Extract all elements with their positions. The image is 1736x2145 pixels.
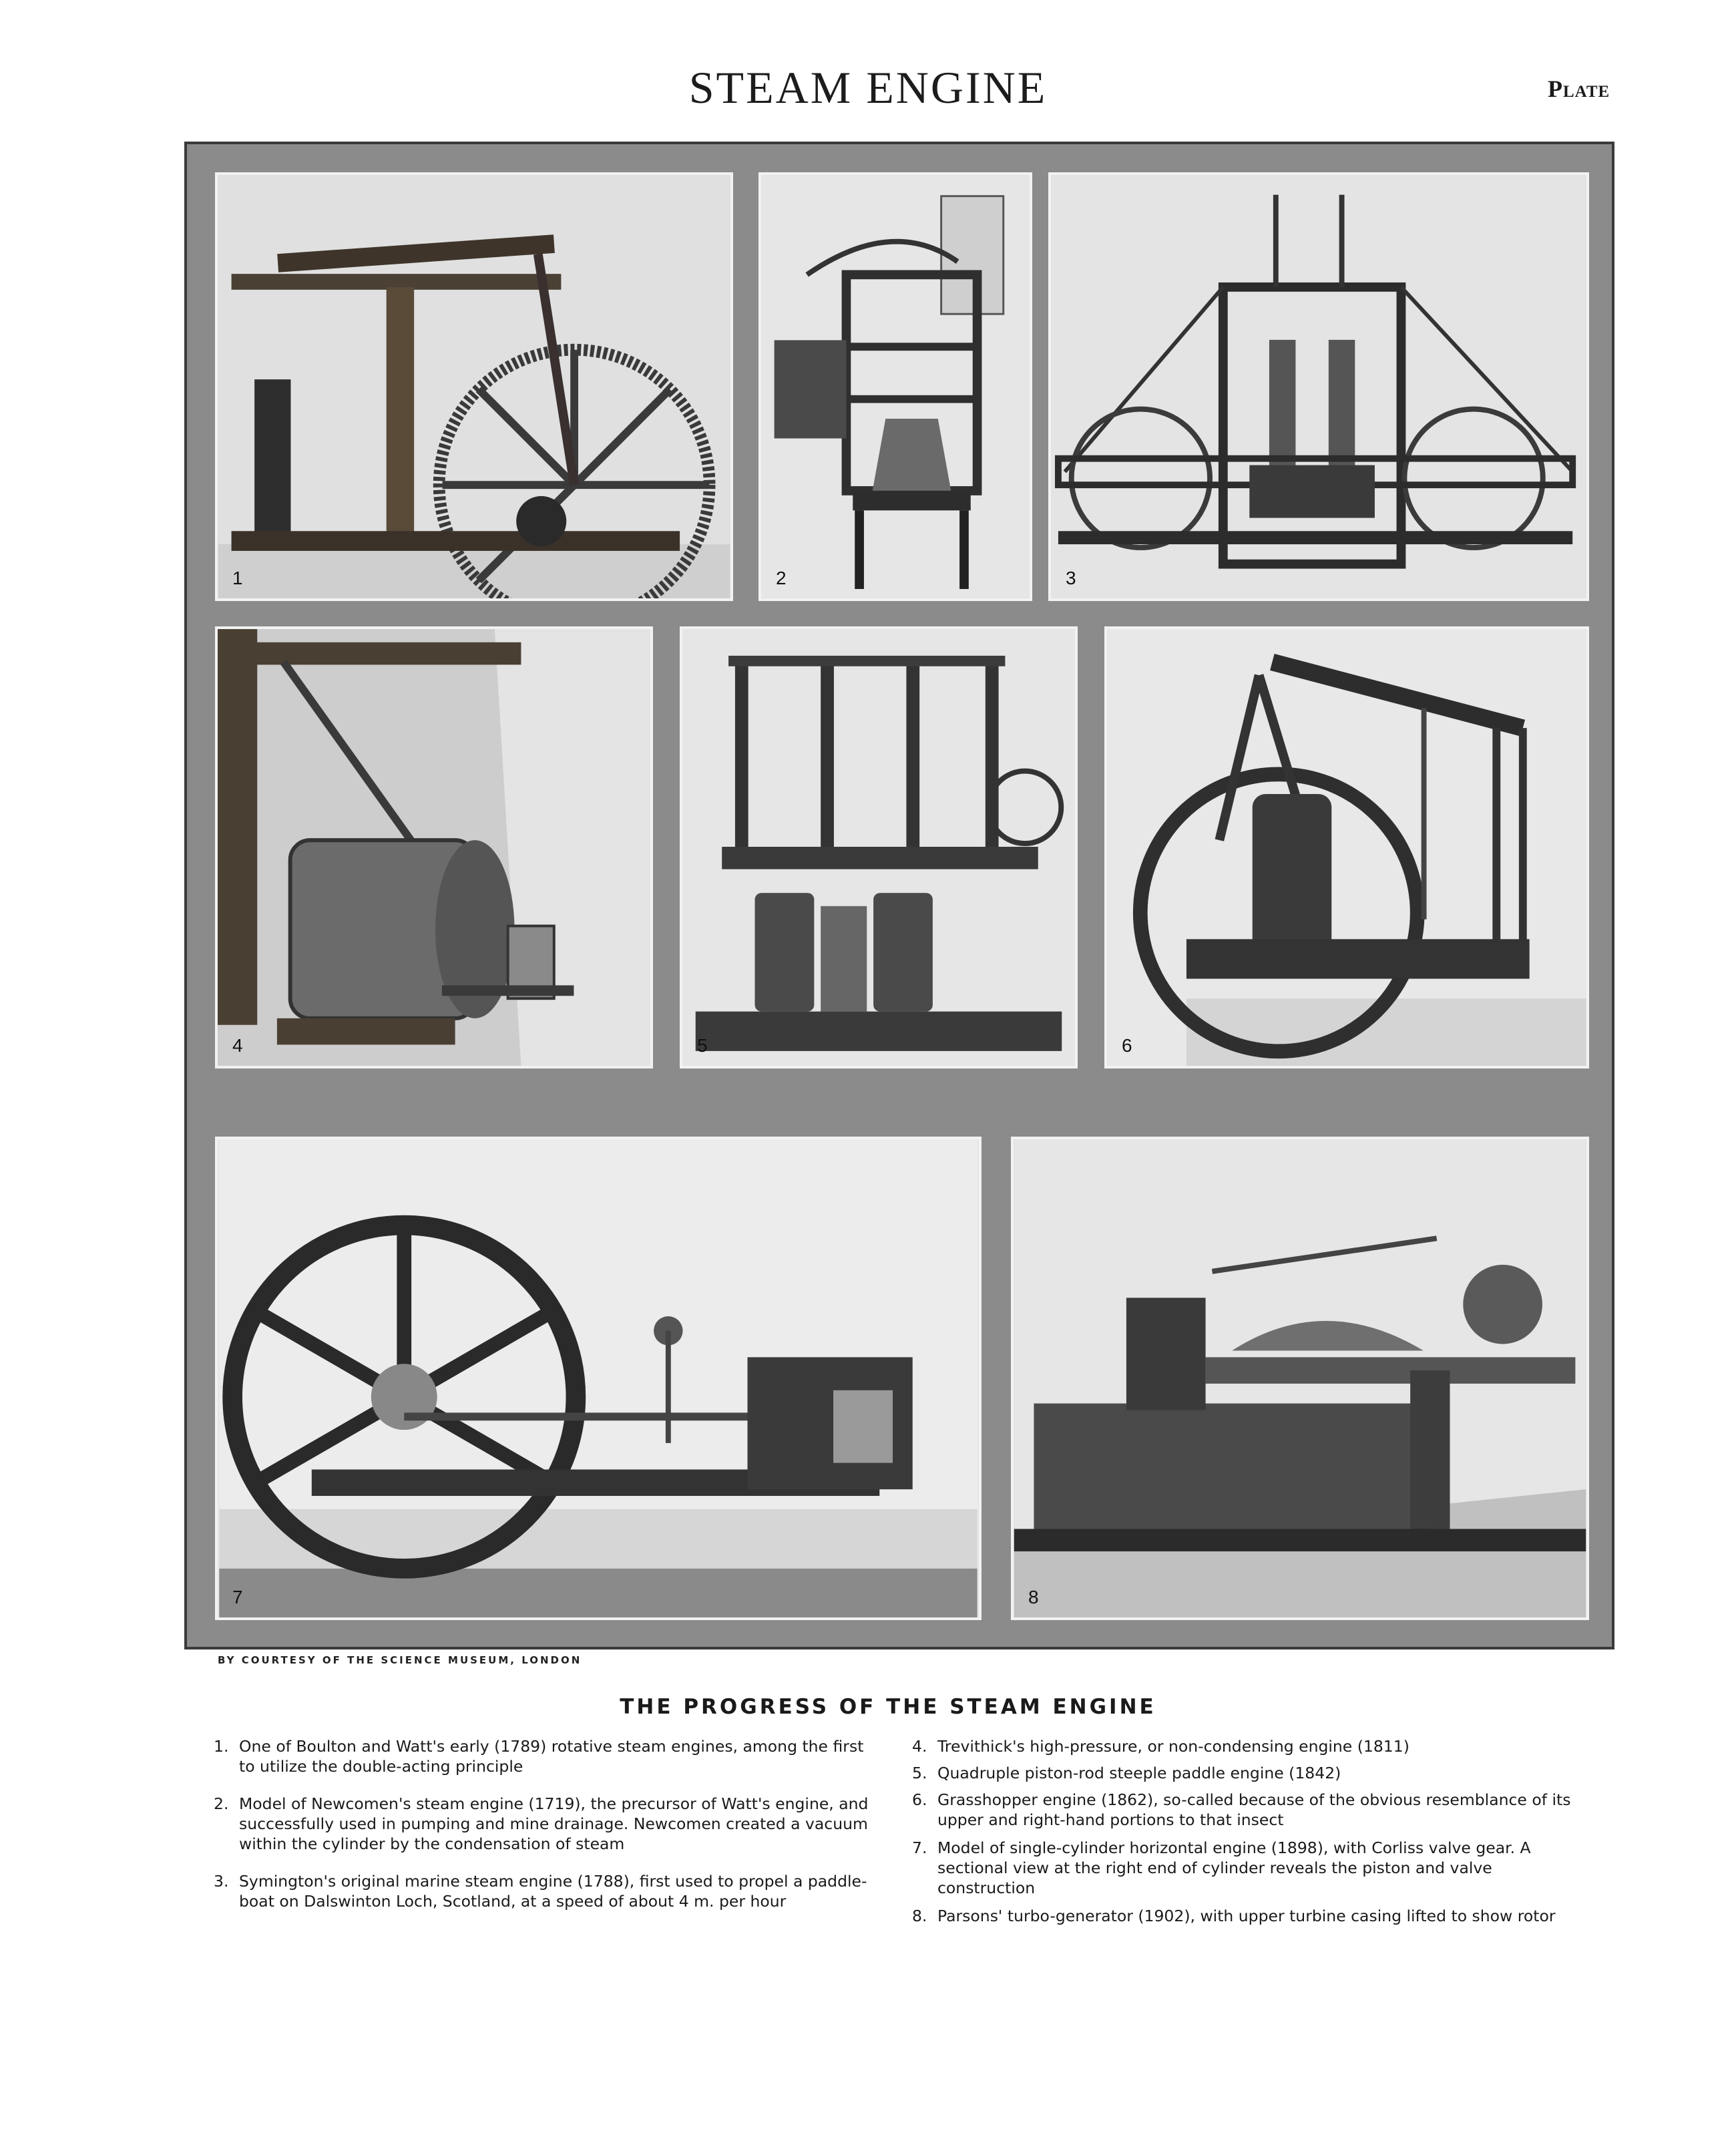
- photo-credit: BY COURTESY OF THE SCIENCE MUSEUM, LONDON: [218, 1654, 582, 1666]
- caption-number: 7.: [912, 1838, 927, 1857]
- beam-engine-with-flywheel-icon: [218, 175, 730, 598]
- figure-number: 3: [1066, 568, 1076, 588]
- high-pressure-boiler-engine-icon: [218, 629, 650, 1066]
- figure-number: 1: [232, 568, 243, 588]
- figure-number: 4: [232, 1035, 243, 1056]
- caption-text: Trevithick's high-pressure, or non-condensing engine (1811): [937, 1737, 1409, 1756]
- caption-text: Model of single-cylinder horizontal engine (1898), with Corliss valve gear. A sectional view at the right end of cylinder reveals the piston and valve construction: [937, 1838, 1531, 1897]
- caption-text: Quadruple piston-rod steeple paddle engine (1842): [937, 1764, 1341, 1782]
- caption-item: [214, 1871, 875, 1911]
- turbo-generator-icon: [1014, 1139, 1586, 1617]
- caption-number: 4.: [912, 1737, 927, 1756]
- caption-item: [214, 1736, 875, 1776]
- figure-2: [758, 172, 1032, 601]
- quadruple-steeple-engine-icon: [682, 629, 1075, 1066]
- caption-number: 6.: [912, 1790, 927, 1809]
- caption-text: Grasshopper engine (1862), so-called because of the obvious resemblance of its upper and right-hand portions to that insect: [937, 1790, 1571, 1829]
- figure-7: [215, 1137, 982, 1620]
- caption-title: THE PROGRESS OF THE STEAM ENGINE: [620, 1695, 1156, 1719]
- figure-1: [215, 172, 733, 601]
- horizontal-engine-with-flywheel-icon: [218, 1139, 979, 1617]
- figure-number: 2: [776, 568, 787, 588]
- caption-number: 3.: [214, 1872, 229, 1891]
- newcomen-engine-model-icon: [761, 175, 1030, 598]
- figure-4: [215, 626, 653, 1068]
- figure-number: 8: [1028, 1587, 1039, 1607]
- figure-3: [1048, 172, 1589, 601]
- caption-right-column: [912, 1736, 1573, 1943]
- page-title: STEAM ENGINE: [688, 62, 1048, 113]
- figure-8: [1011, 1137, 1589, 1620]
- caption-item: [912, 1736, 1573, 1756]
- figure-number: 5: [697, 1035, 708, 1056]
- caption-text: One of Boulton and Watt's early (1789) rotative steam engines, among the first to utilize the double-acting principle: [239, 1737, 864, 1776]
- caption-item: [912, 1906, 1573, 1926]
- caption-text: Symington's original marine steam engine (1788), first used to propel a paddle-boat on Dalswinton Loch, Scotland, at a speed of about 4 m. per hour: [239, 1872, 867, 1911]
- marine-engine-with-paddle-wheels-icon: [1051, 175, 1586, 598]
- caption-item: [912, 1763, 1573, 1783]
- figure-number: 6: [1122, 1035, 1132, 1056]
- caption-number: 5.: [912, 1764, 927, 1782]
- caption-item: [912, 1838, 1573, 1898]
- caption-number: 8.: [912, 1907, 927, 1925]
- plate-label: Plate: [1548, 75, 1610, 102]
- grasshopper-engine-icon: [1107, 629, 1586, 1066]
- plate-frame: [184, 142, 1614, 1649]
- figure-6: [1104, 626, 1589, 1068]
- figure-5: [680, 626, 1078, 1068]
- caption-text: Parsons' turbo-generator (1902), with upper turbine casing lifted to show rotor: [937, 1907, 1556, 1925]
- caption-number: 1.: [214, 1737, 229, 1756]
- figure-number: 7: [232, 1587, 243, 1607]
- caption-text: Model of Newcomen's steam engine (1719), the precursor of Watt's engine, and successfully used in pumping and mine drainage. Newcomen created a vacuum within the cylinder by the condensation of steam: [239, 1794, 869, 1853]
- caption-item: [214, 1794, 875, 1854]
- caption-number: 2.: [214, 1794, 229, 1813]
- caption-item: [912, 1790, 1573, 1830]
- caption-left-column: [214, 1736, 875, 1929]
